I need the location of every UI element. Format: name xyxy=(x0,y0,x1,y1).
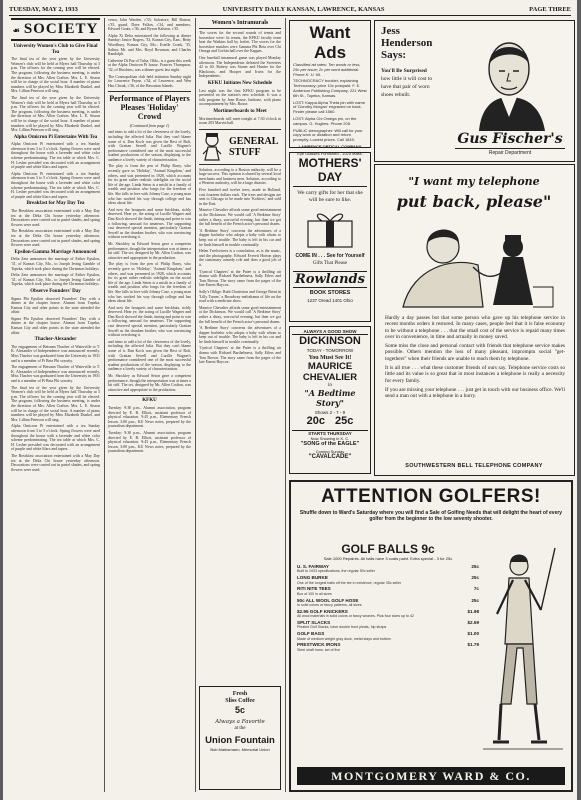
golf-item-name: 50c ALL WOOL GOLF HOSE xyxy=(297,597,359,603)
article-text: The play is from the pen of Philip Barry, who recently gave us 'Holiday', 'Animal Kingdom,' and others, and was presented in 1928, which accounts for its great rather realistic sidelights on the social life of the age. Linda Seton is a misfit in a family of wealth and position who longs for the freedom of life. She falls in love with Johnny Case, a young man who has worked his way through college and has ideas about life. xyxy=(108,262,191,304)
article-text: Solution, according to a Boston authority, will be a huge success. This opinion is shared by several local merchants and business men. Solution, according to a Western authority, will be a huge disaster. xyxy=(199,167,281,186)
montgomery-ward-logo: MONTGOMERY WARD & CO. xyxy=(297,767,565,785)
want-ad: PUBLIC stenographer: Will call for your copy work or dictation and return promptly. Lowest prices. Call 1849. xyxy=(293,127,363,143)
society-text: The final tea of the year given by the University Women's club will be held at Myers hall Thursday at 3 p.m. The officers for the coming year will be elected. The program, following the business meeting, is under the direction of Mrs. Allen Crafton. Mrs. L. E. Sisson will be in charge of the social hour. A number of piano numbers will be played by Miss Elizabeth Dunkel, and Mrs. Lillian Peterson will sing. xyxy=(11,57,100,94)
telephone-paragraph: Hardly a day passes but that some person who gave up his telephone service in recent months orders it restored. In many cases, people feel that it is false economy to be without a telephone . . . that the small cost of the service is repaid many times over in convenience, in time and actually in money saved. xyxy=(385,315,565,340)
dickinson-top: ALWAYS A GOOD SHOW xyxy=(292,329,368,335)
want-ad: TECHNOCRACY booklet, explaining Technocracy; price 10c postpaid. F. E. Anderson Publishing Company, 221 West 6th St., Topeka, Kansas. xyxy=(293,78,367,98)
dickinson-theater-ad xyxy=(289,326,371,474)
society-text: Sigma Phi Epsilon observed Founders' Day with a dinner at the chapter house. Alumni from Topeka, Kansas City and other points in the state attended the affair. xyxy=(11,316,100,335)
dickinson-name: DICKINSON xyxy=(299,335,361,347)
golf-item-name: $2.95 GOLF KNICKERS xyxy=(297,608,348,614)
mothers-day-title: MOTHERS' DAY xyxy=(293,156,367,187)
golf-intro: Shuffle down to Ward's Saturday where you will find a Sale of Golfing Needs that will delight the heart of every golfer from the beginner to the low seventy shooter. xyxy=(299,510,563,522)
golf-item-description: Steel shaft irons, set of five xyxy=(297,647,341,652)
golf-balls-sub: Sale 1000 Repaints. All balls have 3 coats paint. Extra special - 3 for 25c xyxy=(323,556,453,561)
golf-item-name: U. S. FAIRWAY xyxy=(297,564,329,569)
dickinson-tagline: TODAY - TOMORROW xyxy=(306,348,354,353)
society-text: Sigma Phi Epsilon observed Founders' Day with a dinner at the chapter house. Alumni from Topeka, Kansas City and other points in the state attended the affair. xyxy=(11,296,100,315)
article-text: Tuesday: 9:30 p.m., Alumni association, program directed by E. B. Elliott, assistant professor of physical education. 9:45 p.m., Elementary French lesson. 3:00 p.m., KU News notes, prepared by the journalism department. xyxy=(108,430,191,454)
henderson-ad xyxy=(374,20,575,162)
article-text: and trims to add a lot of the cleverness of the lovely, including the affected Julia. But they can't blame some of it. Dan Koch was given the Best of Bolt, with Grattan Sewell and Lucille Wagner's performance considered one of the most successful student productions of the season, displaying to the audience a lovely variety of characterization. xyxy=(108,130,191,162)
coming-film: "CAVALCADE" xyxy=(308,454,352,460)
article-text: And now the bouquets and some brickbats, richly deserved. Hear ye, the acting of Lucille Wagner and Dan Koch showed the finish, timing and poise to win a following, unusual for amateurs. The supporting cast deserved special mention, particularly Grattan Sewell as the drunken brother, who was convincing without overdoing it. xyxy=(108,207,191,240)
mothers-day-ad xyxy=(289,152,371,322)
want-ad: LOST: Kappa Alpha Theta pin with name of 'Dorothy Morgan' engraved on back. Finder please call 1560. xyxy=(293,99,365,115)
golf-item-list xyxy=(297,564,479,652)
telephone-headline-1: "I want my telephone xyxy=(408,175,540,188)
in-label: in xyxy=(328,383,332,388)
article-text: Catherine Di Paz of Tulsa, Okla., is a guest this week at the Alpha Omicron Pi house. Frances Thompson, '32, of Hutchins, was a dinner guest last night. xyxy=(108,58,191,72)
fountain-address: Bob Marksmann, Memorial Union xyxy=(210,747,270,752)
article-text: The play is from the pen of Philip Barry, who recently gave us 'Holiday', 'Animal Kingdom,' and others, and was presented in 1928, which accounts for its great rather realistic sidelights on the social life of the age. Linda Seton is a misfit in a family of wealth and position who longs for the freedom of life. She falls in love with Johnny Case, a young man who has worked his way through college and has ideas about life. xyxy=(108,164,191,206)
article-text: Maurice Chevalier affords some good entertainment at the Dickinson. We would call 'A Bedtime Story' rather a dizzy, sorrowful evening, but then we got the full benefit of the French actor's personal charm. xyxy=(199,305,281,324)
golf-items xyxy=(297,542,479,654)
come-in-text: COME IN . . . See for Yourself xyxy=(295,253,365,259)
article-text: Sally's Oblige: Ruth Chatterton and George Brent in 'Lilly Turner,' a Broadway melodrama of life on the road with a medicine show. xyxy=(199,289,281,304)
society-text: The engagement of Betsann Thacher of Waterville to T. K. Alexander of Independence was announced recently. Miss Thacher was graduated from the University in 1931 and is a member of Pi Beta Phi sorority. xyxy=(11,344,100,363)
newspaper-page xyxy=(3,0,577,800)
news-column-3 xyxy=(199,18,281,792)
gus-fischer-logo: Gus Fischer's xyxy=(457,131,563,147)
header-date: TUESDAY, MAY 2, 1933 xyxy=(9,5,78,13)
article-text: Mortimerboards will meet tonight at 7:30 o'clock in room 203 Marvin hall. xyxy=(199,116,281,126)
article-text: Maurice Chevalier affords some good entertainment at the Dickinson. We would call 'A Bedtime Story' rather a dizzy, sorrowful evening, but then we got the full benefit of the French actor's personal charm. xyxy=(199,208,281,227)
golf-item-price: 7c xyxy=(473,586,479,592)
kfku-heading: KFKU xyxy=(142,398,157,404)
dickinson-must: You Must See It! xyxy=(308,355,352,361)
golf-item-price: $1.79 xyxy=(467,642,479,648)
society-column xyxy=(11,18,100,792)
article-text: One baseball intramural game was played Monday afternoon. The Independents defeated the Sweetees 42 to 40. Battery was Stoner and Hunter for the Blackouts, and Hooper and Irwin for the Independents. xyxy=(199,55,281,79)
society-text: The engagement of Betsann Thacher of Waterville to T. K. Alexander of Independence was announced recently. Miss Thacher was graduated from the University in 1931 and is a member of Pi Beta Phi sorority. xyxy=(11,365,100,383)
golf-item-price: 25c xyxy=(471,564,479,569)
golf-item-name: RITI NITE TEES xyxy=(297,586,331,592)
article-text: and trims to add a lot of the cleverness of the lovely, including the affected Julia. But they can't blame some of it. Dan Koch was given the Best of Bolt, with Grattan Sewell and Lucille Wagner's performance considered one of the most successful student productions of the season, displaying to the audience a lovely variety of characterization. xyxy=(108,339,191,372)
golf-item-price: $1.00 xyxy=(467,631,479,637)
play-headline: Performance of Players Pleases 'Holiday' Crowd xyxy=(109,94,190,122)
column-rule xyxy=(285,18,286,792)
society-title: University Women's Club to Give Final Tea xyxy=(13,44,98,55)
section-title: KFKU Initiates New Schedule xyxy=(207,80,273,86)
article-text: Tuesday: 9:30 p.m., Alumni association, program directed by E. B. Elliott, assistant professor of physical education. 9:45 p.m., Elementary French lesson. 3:00 p.m., KU News notes, prepared by the journalism department. xyxy=(108,405,191,429)
intramurals-heading: Women's Intramurals xyxy=(199,20,281,29)
want-ads-intro: Classified ad rates: Ten words or less, 25c per issue; 2c per word additional. Phone K. U. 66. xyxy=(293,62,361,77)
repair-department: Repair Department xyxy=(455,148,565,156)
column-rule xyxy=(104,18,105,792)
article-text: Mr. Shockley as Edward Seton gave a competent performance, though the interpretation was at times a bit stiff. The set, designed by Mr. Allen Crafton, was attractive and appropriate to the production. xyxy=(108,241,191,260)
golf-balls-title: GOLF BALLS 9c xyxy=(341,542,435,556)
fountain-price: 5c xyxy=(234,705,245,715)
price-matinee: 20c xyxy=(306,415,325,427)
ticket-prices xyxy=(292,415,368,428)
golf-item-name: LONG BURKE xyxy=(297,575,328,581)
telephone-body xyxy=(385,315,565,403)
article-text: venor, John Warden, c'33; Salvatore, Bill Barton, c'35, guard, Dave Fallon, c'34, and members, Edward Goatz, c'36, and Byron Kalston, c'35. xyxy=(108,18,191,32)
society-text: The Breakfast association entertained with a May Day tea at the Delta Chi house yesterday afternoon. Decorations were carried out in pastel shades, and spring flowers were used. xyxy=(11,453,100,472)
society-title: Alpha Omicron Pi Entertains With Tea xyxy=(13,134,98,140)
telephone-illustration xyxy=(383,217,565,313)
golf-item-description: Built to 1933 specifications, the regular 50c seller xyxy=(297,569,376,574)
golf-item-name: GOLF BAGS xyxy=(297,631,325,637)
film-title: "A Bedtime Story" xyxy=(304,388,356,408)
article-text: 'A Bedtime Story' concerns the adventures of a dapper bachelor who adopts a baby with whom to keep out of trouble. The baby is left in his car and he finds himself in trouble continually. xyxy=(199,228,281,247)
figure-icon xyxy=(199,132,225,162)
society-text: Delta Zeta announces the marriage of Esther Epsilon, '31, of Kansas City, Mo., to Joseph Irving Gamble of Topeka, which took place during the Christmas holidays. xyxy=(11,273,100,287)
golf-item-price: 25c xyxy=(471,575,479,581)
rowlands-logo: Rowlands xyxy=(293,271,367,288)
general-stuff-title: GENERAL STUFF xyxy=(229,135,278,158)
society-text: The final tea of the year given by the University Women's club will be held at Myers hall Thursday at 3 p.m. The officers for the coming year will be elected. The program, following the business meeting, is under the direction of Mrs. Allen Crafton. Mrs. L. E. Sisson will be in charge of the social hour. A number of piano numbers will be played by Miss Elizabeth Dunkel, and Mrs. Lillian Peterson will sing. xyxy=(11,95,100,133)
mothers-day-sub: We carry gifts for her that she will be sure to like. xyxy=(297,190,363,203)
next-film: "SONG of the EAGLE" xyxy=(300,441,360,447)
telephone-paragraph: Some miss the close and personal contact with friends that telephone service makes possible. Others mention the loss of many pleasant, impromptu social "get-togethers" when their friends are unable to reach them by telephone. xyxy=(385,343,565,362)
union-fountain-logo: Union Fountain xyxy=(205,735,275,746)
general-stuff-banner xyxy=(199,129,281,165)
fountain-line-5: at the xyxy=(234,726,246,731)
want-ads-box xyxy=(289,20,371,156)
rowlands-address: 1237 Oread 1401 Ohio xyxy=(307,298,353,303)
golf-item-description: In solid colors or fancy patterns, all sizes xyxy=(297,603,362,608)
montgomery-ward-golf-ad xyxy=(289,480,573,792)
article-text: 'Cynical Chapters' at the Patee is a thrilling air drama with Richard Barthelmess, Sally Eilers and Tom Brown. The story came from the pages of the late Ernest Haycox. xyxy=(199,346,281,365)
golf-item-price: $1.98 xyxy=(467,608,479,614)
article-text: Last night was the first KFKU program to be presented on the station's new schedule. It was a folk program by Jean Rouse, baritone, with piano accompaniment by Mrs. Rouse. xyxy=(199,88,281,107)
society-title: Observe Founders' Day xyxy=(30,288,81,294)
golf-item-name: PRESTWICK IRONS xyxy=(297,642,341,648)
coming-sunday: Coming Sunday xyxy=(315,449,345,454)
section-title: Mortimerboards to Meet xyxy=(213,108,267,114)
article-text: Helen Twelvetrees is a consolation, as is the music, and the photography. Edward Everett Horton plays the customary comedy role and does a good job of it. xyxy=(199,249,281,267)
golf-item-description: Made of medium weight gray duck, metal stays and bottom xyxy=(297,636,391,641)
telephone-headline-2: put back, please" xyxy=(396,192,552,211)
henderson-heading: Jess Henderson Says: xyxy=(381,25,433,61)
society-text: Alpha Omicron Pi entertained with a tea Sunday afternoon from 3 to 5 o'clock. Spring flowers were used throughout the house with a lavender and white color scheme predominating. The tea table at which Mrs. C. H. Lesher presided was decorated with an arrangement of purple and white lilacs and tapers. xyxy=(11,171,100,199)
telephone-paragraph: If you are missing your telephone . . . just get in touch with our business office. We'll send a man out with a telephone in a hurry. xyxy=(385,386,565,400)
article-text: And now the bouquets and some brickbats, richly deserved. Hear ye, the acting of Lucille Wagner and Dan Koch showed the finish, timing and poise to win a following, unusual for amateurs. The supporting cast deserved special mention, particularly Grattan Sewell as the drunken brother, who was convincing without overdoing it. xyxy=(108,305,191,338)
page-header xyxy=(9,3,571,16)
optical-company-sub: Eye Glasses Furnished - 1025 Mass. xyxy=(297,150,363,156)
optical-company: LAWRENCE OPTICAL COMPANY xyxy=(298,143,362,149)
golf-item-price: $2.59 xyxy=(467,620,479,626)
society-text: The Breakfast association entertained with a May Day tea at the Delta Chi house yesterday afternoon. Decorations were carried out in pastel shades, and spring flowers were used. xyxy=(11,209,100,227)
book-stores-label: BOOK STORES xyxy=(309,290,351,296)
golf-item-price: 25c xyxy=(471,597,479,603)
society-title: Breakfast for May Day Tea xyxy=(26,201,85,207)
society-text: The final tea of the year given by the University Women's club will be held at Myers hall Thursday at 3 p.m. The officers for the coming year will be elected. The program, following the business meeting, is under the direction of Mrs. Allen Crafton. Mrs. L. E. Sisson will be in charge of the social hour. A number of piano numbers will be played by Miss Elizabeth Dunkel, and Mrs. Lillian Peterson will sing. xyxy=(11,385,100,422)
gifts-text: Gifts That Please xyxy=(312,261,348,266)
header-title: UNIVERSITY DAILY KANSAN, LAWRENCE, KANSAS xyxy=(222,5,385,13)
golf-item-description: Box of 100 in all sizes xyxy=(297,591,332,596)
article-text: Mr. Shockley as Edward Seton gave a competent performance, though the interpretation was at times a bit stiff. The set, designed by Mr. Allen Crafton, was attractive and appropriate to the production. xyxy=(108,374,191,392)
article-text: The scores for the second rounds of tennis and horseshoe were: In tennis, the KFKU faculty team beat the Watkins hall by forfeit. The scores for the horseshoe matches were Gamma Phi Beta over Chi Omega and Corbin hall over the Kappas. xyxy=(199,31,281,54)
society-title: Thacher-Alexander xyxy=(34,337,77,343)
gift-package-icon xyxy=(300,207,360,249)
starts-thursday: STARTS THURSDAY xyxy=(292,430,368,436)
golfer-illustration xyxy=(483,544,563,754)
telephone-paragraph: It is all true . . . what these customer friends of ours say. Telephone service costs so little and its value is so great that in most instances a telephone is really a necessity for every family. xyxy=(385,365,565,384)
now-showing: Now Showing in K. C. xyxy=(310,436,350,441)
society-text: Delta Zeta announces the marriage of Esther Epsilon, '31, of Kansas City, Mo., to Joseph Irving Gamble of Topeka, which took place during the Christmas holidays. xyxy=(11,257,100,271)
fountain-line-2: Sliss Coffee xyxy=(225,698,255,704)
star-first-name: MAURICE xyxy=(307,361,353,372)
man-portrait-icon xyxy=(449,27,567,132)
golf-item-description: One of the longest balls off the tee in existence, regular 35c seller xyxy=(297,580,402,585)
article-text: 'Cynical Chapters' at the Patee is a thrilling air drama with Richard Barthelmess, Sally Eilers and Tom Brown. The story came from the pages of the late Ernest Haycox. xyxy=(199,269,281,288)
article-text: Alpha Xi Delta entertained the following at dinner Sunday: Janice Rogers, '33, Kansas City, Kan.; Betty Woodbury, Kansas City, Mo.; Estelle Cronk, '35, Salina; Mr. and Mrs. Boyd Bowman, and Charles Randolph. xyxy=(108,33,191,57)
article-text: The Cosmopolitan club held initiation Sunday night for Lawrence Payne, c'34, of Lawrence, and Wen Hsu Chouk, c'36, of the Hawaiian Islands. xyxy=(108,74,191,88)
golf-item-name: SPLIT SLACKS xyxy=(297,620,331,626)
henderson-body: You'll Be Surprised how little it will cost to have that pair of worn shoes rebuilt. xyxy=(381,68,433,98)
bell-company-name: SOUTHWESTERN BELL TELEPHONE COMPANY xyxy=(405,463,543,469)
star-last-name: CHEVALIER xyxy=(302,372,358,383)
society-text: Alpha Omicron Pi entertained with a tea Sunday afternoon from 3 to 5 o'clock. Spring flowers were used throughout the house with a lavender and white color scheme predominating. The tea table at which Mrs. C. H. Lesher presided was decorated with an arrangement of purple and white lilacs and tapers. xyxy=(11,424,100,452)
golf-item-description: All wool materials in solid colors or fancy weaves. Plus four sizes up to 42 xyxy=(297,614,415,619)
column-rule xyxy=(195,18,196,792)
news-column-2 xyxy=(108,18,191,792)
telephone-ad xyxy=(374,164,575,476)
golf-item-description: Pleated Golf Slacks, have double front pleats, hip straps xyxy=(297,625,387,630)
society-title: Epsilon-Gamma Marriage Announced xyxy=(14,249,97,255)
fountain-line-4: Always a Favorite xyxy=(215,719,265,725)
article-text: 'A Bedtime Story' concerns the adventures of a dapper bachelor who adopts a baby with whom to keep out of trouble. The baby is left in his car and he finds himself in trouble continually. xyxy=(199,326,281,344)
show-times: Shows 2 - 7 - 9 xyxy=(314,410,346,415)
want-ads-title: Want Ads xyxy=(309,23,351,62)
header-page: PAGE THREE xyxy=(529,5,571,13)
golf-headline: ATTENTION GOLFERS! xyxy=(321,486,541,507)
want-ad: LOST: Alpha Chi Omega pin, on the campus. G. Hughes. Phone 205. xyxy=(293,115,357,126)
union-fountain-ad xyxy=(199,686,281,790)
society-text: Alpha Omicron Pi entertained with a tea Sunday afternoon from 3 to 5 o'clock. Spring flowers were used throughout the house with a lavender and white color scheme predominating. The tea table at which Mrs. C. H. Lesher presided was decorated with an arrangement of purple and white lilacs and tapers. xyxy=(11,142,100,170)
play-continued: (Continued from page 1) xyxy=(129,123,170,129)
article-text: Five hundred and twelve trees, made in Holland, cost fourteen dollars each. The trees and designs are sent to Chicago to be made into 'Koltiers,' and sold in the East. xyxy=(199,188,281,206)
price-evening: 25c xyxy=(335,415,354,427)
society-heading: ☙ SOCIETY xyxy=(11,18,100,41)
fountain-line-1: Fresh xyxy=(232,691,248,697)
society-text: The Breakfast association entertained with a May Day tea at the Delta Chi house yesterday afternoon. Decorations were carried out in pastel shades, and spring flowers were used. xyxy=(11,229,100,248)
